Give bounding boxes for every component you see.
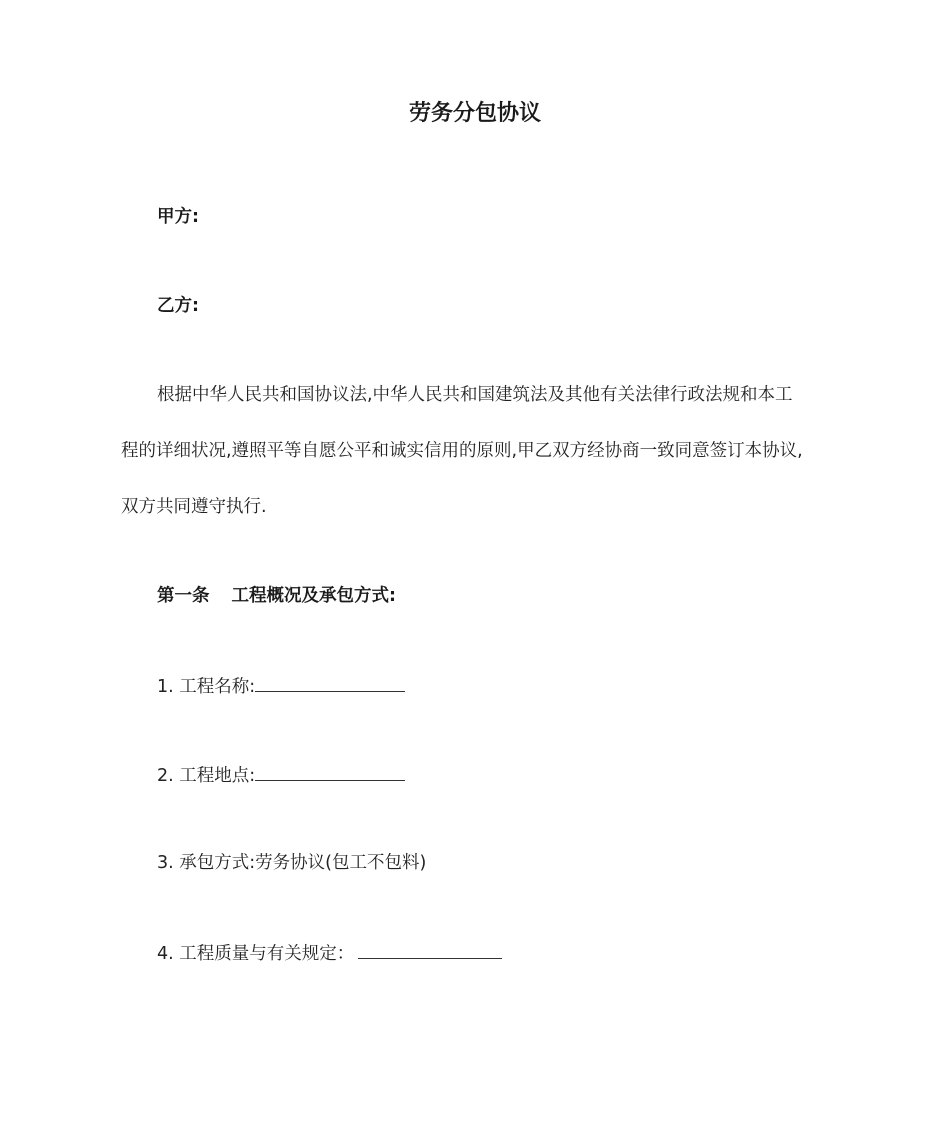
- item-project-location: [157, 762, 405, 788]
- item-quality-rules-label: 4. 工程质量与有关规定：: [157, 944, 355, 964]
- item-project-name-label: 1. 工程名称:: [157, 677, 256, 697]
- item-contract-method: [157, 851, 426, 875]
- preamble-line-2: 程的详细状况,遵照平等自愿公平和诚实信用的原则,甲乙双方经协商一致同意签订本协议,: [121, 441, 803, 461]
- preamble-line-1: 根据中华人民共和国协议法,中华人民共和国建筑法及其他有关法律行政法规和本工: [157, 385, 793, 405]
- item-quality-rules: [157, 940, 502, 966]
- item-project-name: [157, 673, 405, 699]
- article-1-title: 工程概况及承包方式:: [231, 586, 396, 606]
- project-location-blank: [255, 762, 405, 781]
- party-b-label: 乙方:: [157, 296, 199, 316]
- quality-rules-blank: [358, 940, 502, 959]
- party-a-label: 甲方:: [157, 207, 199, 227]
- item-project-location-label: 2. 工程地点:: [157, 766, 256, 786]
- project-name-blank: [255, 673, 405, 692]
- article-1-number: 第一条: [157, 586, 210, 606]
- document-title: 劳务分包协议: [408, 101, 541, 126]
- preamble-line-3: 双方共同遵守执行.: [121, 497, 267, 517]
- item-contract-method-label: 3. 承包方式:劳务协议(包工不包料): [157, 853, 427, 873]
- article-1-heading: [157, 584, 396, 608]
